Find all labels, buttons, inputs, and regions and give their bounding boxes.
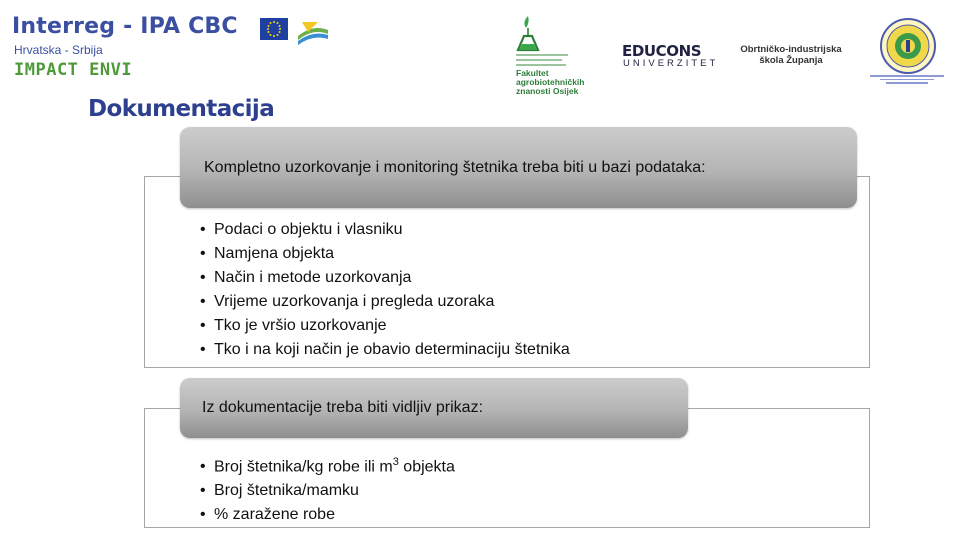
interreg-subtitle: Hrvatska - Srbija [14, 43, 103, 57]
fakultet-logo [512, 14, 594, 102]
list-item-text-suffix: objekta [398, 458, 455, 476]
fakultet-name [516, 69, 596, 96]
fakultet-logo-icon [514, 14, 542, 54]
list-item-text: Broj štetnika/kg robe ili m [214, 458, 393, 476]
section2-list [200, 450, 455, 527]
educons-logo-icon: EDUCONS [622, 42, 702, 60]
section1-list [200, 218, 570, 362]
list-item-text: Način i metode uzorkovanja [214, 269, 412, 286]
list-item: • % zaražene robe [200, 506, 335, 524]
obrtnicka-line-2: škola Županja [759, 55, 823, 66]
list-item: • Tko je vršio uzorkovanje [200, 317, 387, 334]
superscript-3: 3 [392, 456, 399, 468]
list-item-text: Broj štetnika/mamku [214, 482, 359, 500]
list-item-text: Namjena objekta [214, 245, 335, 262]
obrtnicka-line-1: Obrtničko-industrijska [740, 44, 842, 55]
section1-heading-bar [180, 127, 857, 208]
list-item: • Tko i na koji način je obavio determinaciju štetnika [200, 341, 570, 358]
eu-flag-icon [260, 18, 288, 40]
list-item: • Broj štetnika/kg robe ili $m^3$ objekta [200, 456, 455, 476]
list-item: • Podaci o objektu i vlasniku [200, 221, 403, 238]
list-item-text: Tko i na koji način je obavio determinaciju štetnika [214, 341, 570, 358]
list-item: • Vrijeme uzorkovanja i pregleda uzoraka [200, 293, 495, 310]
fakultet-small-text [516, 54, 586, 66]
fakultet-name-line-2: agrobiotehničkih [516, 77, 585, 87]
educons-subtitle: UNIVERZITET [623, 58, 719, 69]
section2-heading: Iz dokumentacije treba biti vidljiv prikaz: [202, 399, 484, 416]
section1-heading: Kompletno uzorkovanje i monitoring štetnika treba biti u bazi podataka: [204, 158, 706, 176]
list-item-text: Tko je vršio uzorkovanje [214, 317, 387, 334]
ipa-logo-icon [298, 16, 328, 46]
section2-heading-bar [180, 378, 688, 438]
interreg-logo [12, 14, 332, 84]
impact-envi-label: IMPACT ENVI [14, 60, 133, 80]
obrtnicka-skola-logo [736, 44, 846, 66]
interreg-title: Interreg - IPA CBC [12, 14, 238, 39]
school-seal-icon [876, 16, 940, 80]
fakultet-name-line-3: znanosti Osijek [516, 86, 579, 96]
list-item-text: Podaci o objektu i vlasniku [214, 221, 403, 238]
list-item: • Namjena objekta [200, 245, 335, 262]
page-title: Dokumentacija [88, 96, 275, 122]
seal-caption [866, 73, 948, 86]
fakultet-name-line-1: Fakultet [516, 68, 549, 78]
list-item: • Broj štetnika/mamku [200, 482, 359, 500]
list-item-text: % zaražene robe [214, 506, 335, 524]
list-item: • Način i metode uzorkovanja [200, 269, 412, 286]
list-item-text: Vrijeme uzorkovanja i pregleda uzoraka [214, 293, 495, 310]
